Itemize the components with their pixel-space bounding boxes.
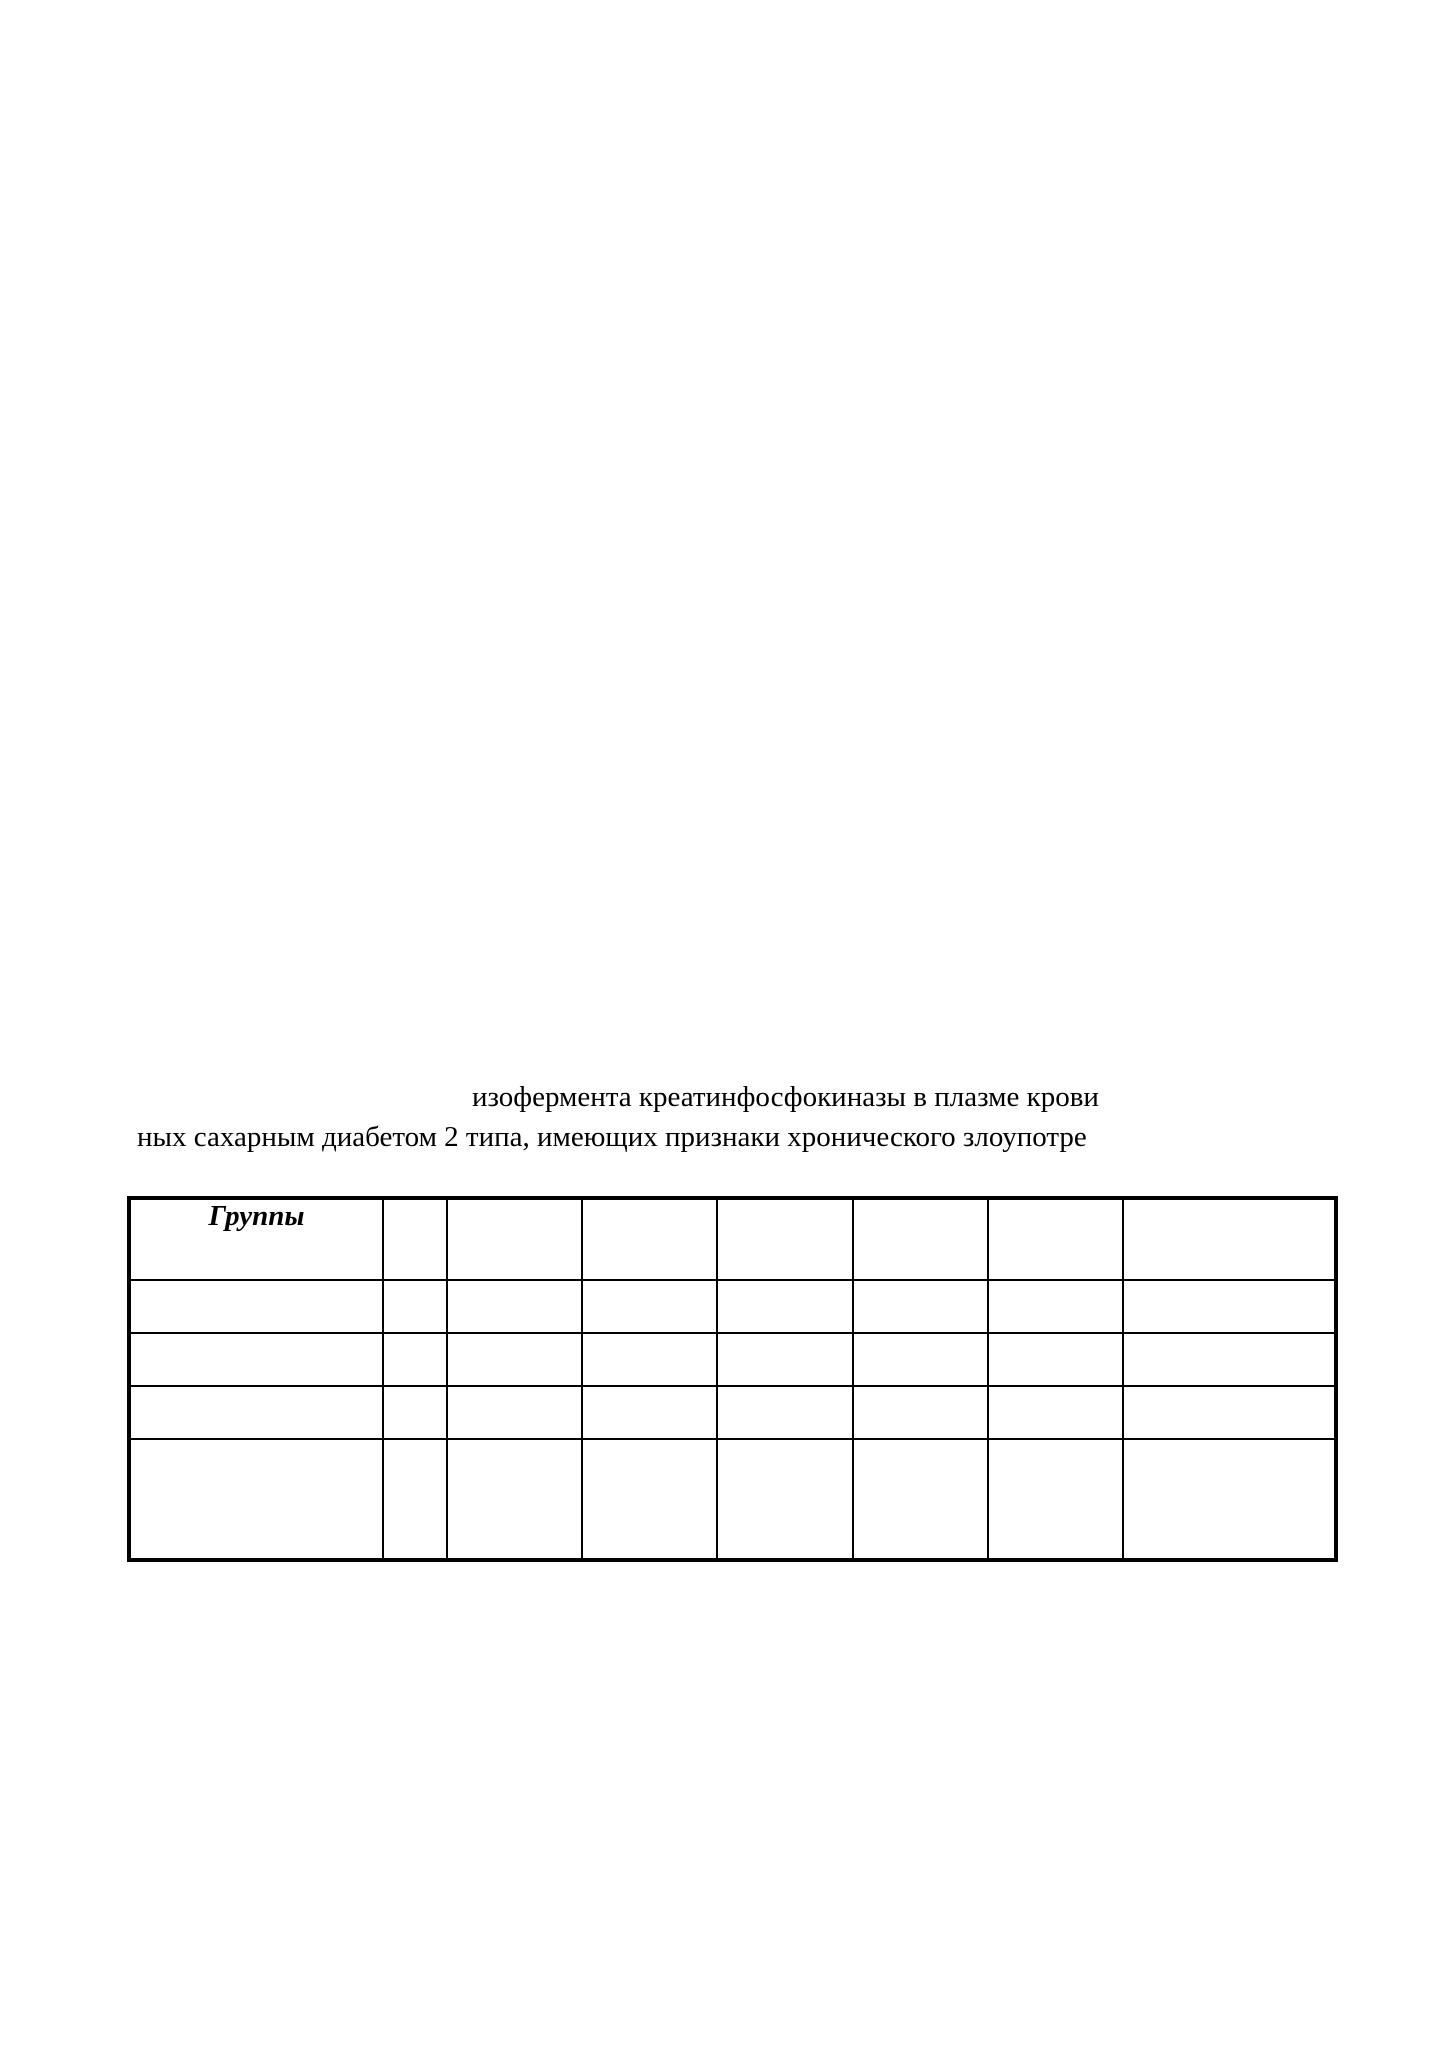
table-cell <box>383 1386 447 1439</box>
table-cell <box>582 1386 717 1439</box>
table-cell <box>129 1386 383 1439</box>
table-cell <box>582 1439 717 1560</box>
table-cell <box>988 1333 1123 1386</box>
header-cell <box>1123 1198 1336 1280</box>
table-cell <box>853 1333 988 1386</box>
header-cell <box>582 1198 717 1280</box>
header-cell <box>447 1198 582 1280</box>
table-cell <box>447 1386 582 1439</box>
table-cell <box>988 1439 1123 1560</box>
table-cell <box>717 1386 853 1439</box>
table-cell <box>717 1333 853 1386</box>
table-cell <box>129 1439 383 1560</box>
table-cell <box>853 1280 988 1333</box>
table-cell <box>582 1280 717 1333</box>
table-cell <box>383 1333 447 1386</box>
table-caption-line-1: изофермента креатинфосфокиназы в плазме крови <box>472 1081 1099 1113</box>
table-cell <box>383 1280 447 1333</box>
table-cell <box>447 1280 582 1333</box>
table-cell <box>717 1439 853 1560</box>
table-cell <box>1123 1333 1336 1386</box>
header-cell <box>853 1198 988 1280</box>
table-cell <box>853 1386 988 1439</box>
table-header-row <box>129 1198 1336 1280</box>
table-cell <box>1123 1439 1336 1560</box>
table-cell <box>582 1333 717 1386</box>
table-cell <box>383 1439 447 1560</box>
table-cell <box>447 1439 582 1560</box>
table-row <box>129 1280 1336 1333</box>
table-row <box>129 1333 1336 1386</box>
table-cell <box>988 1386 1123 1439</box>
table-cell <box>1123 1280 1336 1333</box>
table-row <box>129 1386 1336 1439</box>
table-cell <box>717 1280 853 1333</box>
header-cell <box>717 1198 853 1280</box>
table-row <box>129 1439 1336 1560</box>
header-cell <box>988 1198 1123 1280</box>
table-cell <box>129 1280 383 1333</box>
table-cell <box>988 1280 1123 1333</box>
header-cell <box>383 1198 447 1280</box>
table-cell <box>1123 1386 1336 1439</box>
table-cell <box>447 1333 582 1386</box>
header-cell-groups: Группы <box>129 1198 383 1280</box>
table-cell <box>853 1439 988 1560</box>
data-table <box>127 1196 1338 1562</box>
table-caption-line-2: ных сахарным диабетом 2 типа, имеющих признаки хронического злоупотре <box>137 1121 1087 1153</box>
table-cell <box>129 1333 383 1386</box>
